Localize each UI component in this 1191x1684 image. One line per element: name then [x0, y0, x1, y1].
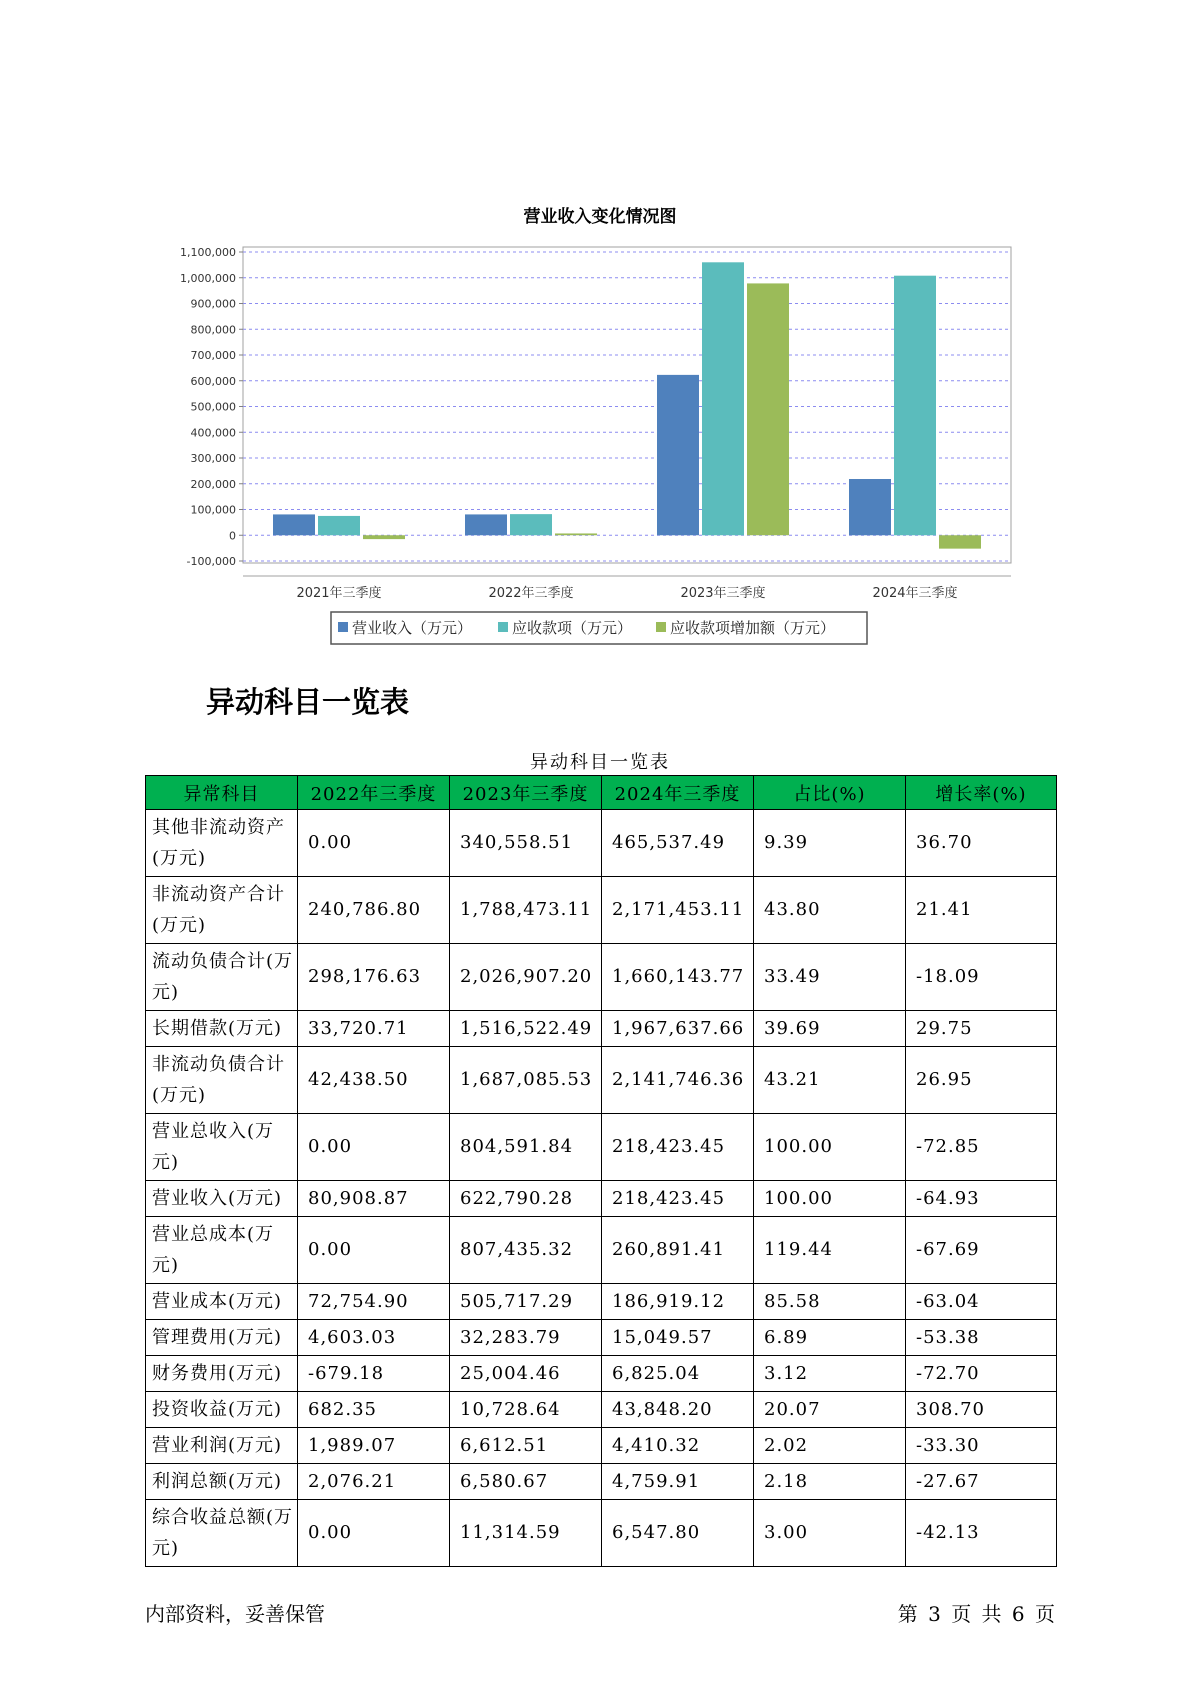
y-tick-label: -100,000 [186, 555, 236, 568]
value-cell: 260,891.41 [602, 1217, 754, 1284]
header-cell: 异常科目 [146, 776, 298, 810]
legend-label: 应收款项增加额（万元） [670, 619, 836, 637]
table-row [146, 810, 1057, 877]
y-tick-label: 800,000 [190, 323, 236, 337]
value-cell: 505,717.29 [450, 1284, 602, 1320]
value-cell: 33.49 [754, 944, 906, 1011]
table-row [146, 1284, 1057, 1320]
value-cell: 2,026,907.20 [450, 944, 602, 1011]
value-cell: 21.41 [906, 877, 1057, 944]
header-cell: 2022年三季度 [298, 776, 450, 810]
row-label-cell: 营业成本(万元) [146, 1284, 298, 1320]
value-cell: 308.70 [906, 1392, 1057, 1428]
value-cell: 119.44 [754, 1217, 906, 1284]
value-cell: 100.00 [754, 1181, 906, 1217]
value-cell: 186,919.12 [602, 1284, 754, 1320]
value-cell: -63.04 [906, 1284, 1057, 1320]
table-row [146, 1428, 1057, 1464]
value-cell: -72.85 [906, 1114, 1057, 1181]
table-row [146, 1217, 1057, 1284]
row-label-cell: 综合收益总额(万元) [146, 1500, 298, 1567]
y-tick-label: 1,100,000 [180, 246, 236, 259]
value-cell: 2,141,746.36 [602, 1047, 754, 1114]
row-label-cell: 投资收益(万元) [146, 1392, 298, 1428]
value-cell: 72,754.90 [298, 1284, 450, 1320]
table-row [146, 1181, 1057, 1217]
value-cell: 2.02 [754, 1428, 906, 1464]
row-label-cell: 非流动资产合计(万元) [146, 877, 298, 944]
row-label-cell: 管理费用(万元) [146, 1320, 298, 1356]
bar [363, 535, 405, 539]
value-cell: 0.00 [298, 1217, 450, 1284]
value-cell: 33,720.71 [298, 1011, 450, 1047]
value-cell: 465,537.49 [602, 810, 754, 877]
y-tick-label: 100,000 [190, 503, 236, 517]
legend-swatch [498, 622, 508, 632]
value-cell: 240,786.80 [298, 877, 450, 944]
value-cell: 6,580.67 [450, 1464, 602, 1500]
value-cell: 42,438.50 [298, 1047, 450, 1114]
value-cell: 1,660,143.77 [602, 944, 754, 1011]
value-cell: -18.09 [906, 944, 1057, 1011]
y-tick-label: 1,000,000 [180, 271, 236, 285]
bar [702, 262, 744, 535]
value-cell: -33.30 [906, 1428, 1057, 1464]
value-cell: 1,788,473.11 [450, 877, 602, 944]
header-cell: 2024年三季度 [602, 776, 754, 810]
anomaly-table [145, 775, 1057, 1567]
x-tick-label: 2023年三季度 [680, 586, 766, 601]
legend-label: 应收款项（万元） [512, 619, 633, 637]
y-tick-label: 700,000 [190, 349, 236, 362]
value-cell: 298,176.63 [298, 944, 450, 1011]
value-cell: -72.70 [906, 1356, 1057, 1392]
table-row [146, 1392, 1057, 1428]
value-cell: -42.13 [906, 1500, 1057, 1567]
value-cell: 218,423.45 [602, 1114, 754, 1181]
value-cell: 682.35 [298, 1392, 450, 1428]
value-cell: 2.18 [754, 1464, 906, 1500]
table-row [146, 1464, 1057, 1500]
y-tick-label: 200,000 [190, 477, 236, 491]
bar [939, 535, 981, 548]
value-cell: 3.12 [754, 1356, 906, 1392]
value-cell: 1,687,085.53 [450, 1047, 602, 1114]
header-cell: 增长率(%) [906, 776, 1057, 810]
bar [465, 514, 507, 535]
row-label-cell: 其他非流动资产(万元) [146, 810, 298, 877]
chart-legend [331, 612, 867, 644]
value-cell: -64.93 [906, 1181, 1057, 1217]
chart-title: 营业收入变化情况图 [523, 207, 677, 227]
bar [318, 516, 360, 535]
value-cell: 9.39 [754, 810, 906, 877]
table-row [146, 1114, 1057, 1181]
value-cell: 1,967,637.66 [602, 1011, 754, 1047]
table-row [146, 1047, 1057, 1114]
table-row [146, 1011, 1057, 1047]
value-cell: 43.21 [754, 1047, 906, 1114]
header-cell: 占比(%) [754, 776, 906, 810]
value-cell: 1,516,522.49 [450, 1011, 602, 1047]
value-cell: -27.67 [906, 1464, 1057, 1500]
row-label-cell: 利润总额(万元) [146, 1464, 298, 1500]
value-cell: 6,825.04 [602, 1356, 754, 1392]
x-tick-label: 2024年三季度 [872, 586, 958, 601]
value-cell: 4,759.91 [602, 1464, 754, 1500]
bar [273, 514, 315, 535]
legend-swatch [338, 622, 348, 632]
value-cell: 6,612.51 [450, 1428, 602, 1464]
value-cell: 2,076.21 [298, 1464, 450, 1500]
legend-label: 营业收入（万元） [352, 619, 473, 637]
y-tick-label: 500,000 [190, 400, 236, 414]
bar [894, 276, 936, 536]
row-label-cell: 营业收入(万元) [146, 1181, 298, 1217]
value-cell: 20.07 [754, 1392, 906, 1428]
value-cell: 100.00 [754, 1114, 906, 1181]
y-tick-label: 600,000 [190, 374, 236, 388]
row-label-cell: 营业利润(万元) [146, 1428, 298, 1464]
row-label-cell: 财务费用(万元) [146, 1356, 298, 1392]
footer-page-number: 第 3 页 共 6 页 [897, 1602, 1055, 1626]
table-row [146, 944, 1057, 1011]
footer-confidential-note: 内部资料，妥善保管 [145, 1602, 325, 1626]
value-cell: 0.00 [298, 1114, 450, 1181]
value-cell: 804,591.84 [450, 1114, 602, 1181]
value-cell: 85.58 [754, 1284, 906, 1320]
value-cell: 6,547.80 [602, 1500, 754, 1567]
value-cell: 0.00 [298, 810, 450, 877]
value-cell: -53.38 [906, 1320, 1057, 1356]
value-cell: 807,435.32 [450, 1217, 602, 1284]
row-label-cell: 营业总收入(万元) [146, 1114, 298, 1181]
value-cell: 622,790.28 [450, 1181, 602, 1217]
value-cell: 43,848.20 [602, 1392, 754, 1428]
value-cell: 39.69 [754, 1011, 906, 1047]
row-label-cell: 营业总成本(万元) [146, 1217, 298, 1284]
y-tick-label: 300,000 [190, 452, 236, 465]
value-cell: 10,728.64 [450, 1392, 602, 1428]
value-cell: 6.89 [754, 1320, 906, 1356]
value-cell: 4,603.03 [298, 1320, 450, 1356]
value-cell: 29.75 [906, 1011, 1057, 1047]
value-cell: 43.80 [754, 877, 906, 944]
value-cell: 80,908.87 [298, 1181, 450, 1217]
bar [555, 533, 597, 535]
value-cell: 0.00 [298, 1500, 450, 1567]
value-cell: 1,989.07 [298, 1428, 450, 1464]
value-cell: 3.00 [754, 1500, 906, 1567]
table-row [146, 877, 1057, 944]
row-label-cell: 非流动负债合计(万元) [146, 1047, 298, 1114]
value-cell: 32,283.79 [450, 1320, 602, 1356]
table-header-row [146, 776, 1057, 810]
table-row [146, 1500, 1057, 1567]
y-tick-label: 400,000 [190, 426, 236, 440]
value-cell: -679.18 [298, 1356, 450, 1392]
value-cell: 4,410.32 [602, 1428, 754, 1464]
x-tick-label: 2021年三季度 [296, 586, 382, 601]
value-cell: -67.69 [906, 1217, 1057, 1284]
value-cell: 26.95 [906, 1047, 1057, 1114]
section-title: 异动科目一览表 [206, 685, 410, 719]
bar [657, 375, 699, 535]
y-tick-label: 0 [229, 529, 236, 543]
y-tick-label: 900,000 [190, 297, 236, 311]
value-cell: 25,004.46 [450, 1356, 602, 1392]
value-cell: 218,423.45 [602, 1181, 754, 1217]
table-caption: 异动科目一览表 [530, 752, 670, 773]
value-cell: 11,314.59 [450, 1500, 602, 1567]
bar [747, 283, 789, 535]
row-label-cell: 长期借款(万元) [146, 1011, 298, 1047]
revenue-bar-chart [0, 0, 1191, 660]
value-cell: 15,049.57 [602, 1320, 754, 1356]
value-cell: 340,558.51 [450, 810, 602, 877]
table-row [146, 1320, 1057, 1356]
value-cell: 36.70 [906, 810, 1057, 877]
bar [510, 514, 552, 535]
bar [849, 479, 891, 535]
header-cell: 2023年三季度 [450, 776, 602, 810]
row-label-cell: 流动负债合计(万元) [146, 944, 298, 1011]
table-row [146, 1356, 1057, 1392]
x-tick-label: 2022年三季度 [488, 586, 574, 601]
legend-swatch [656, 622, 666, 632]
value-cell: 2,171,453.11 [602, 877, 754, 944]
